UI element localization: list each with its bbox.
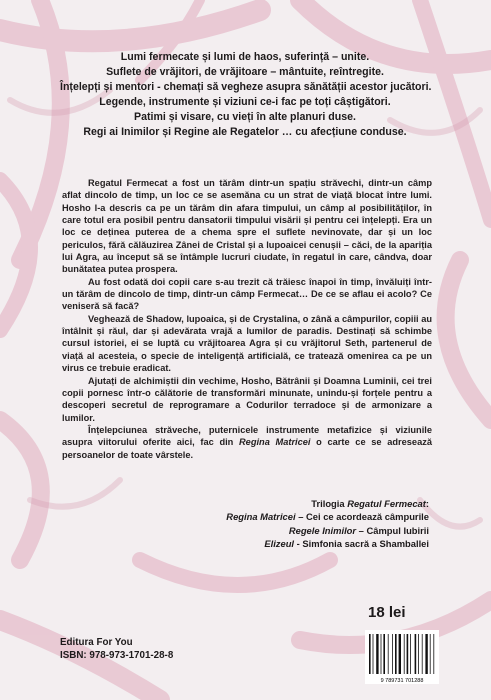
paragraph: Veghează de Shadow, lupoaica, și de Crystalina, o zână a câmpurilor, copiii au întâlnit și răul, dar și adevărata vrajă a lumilor de paradis. Destinați să schimbe cursul istoriei, ei se luptă cu vrăjitoarea Agra și cu vrăjitorul Seth, partenerul de viață al acesteia, o specie de inteligență artificială, ce tratează omenirea ca pe un virus ce trebuie eradicat.	[62, 313, 432, 374]
barcode-digits: 9 789731 701288	[380, 678, 424, 684]
book-title: Regina Matricei	[239, 437, 311, 448]
barcode-bar	[407, 634, 409, 674]
paragraph: Regatul Fermecat a fost un tărâm dintr-un spațiu străvechi, dintr-un câmp aflat dincolo de timp, un loc ce se asemăna cu un strat de viață blocat între lumi. Hosho l-a descris ca pe un tărâm din afara timpului, un câmp al posibilităților, în care totul era posibil pentru dansatorii timpului visării și pentru cei înțelepți. Era un loc ce deținea puterea de a chema spre el suflete nevinovate, dar și un loc periculos, fără călăuzirea Zânei de Cristal și a lupoaicei cenușii – căci, de la apariția lui Agra, au început să se întâmple lucruri ciudate, în regatul în care, cândva, doar bunătatea putea prospera.	[62, 178, 432, 275]
trilogy-book	[129, 510, 429, 523]
trilogy-label: Trilogia	[311, 498, 348, 509]
barcode-bar	[388, 634, 389, 674]
barcode-bar	[422, 634, 423, 674]
book-subtitle: – Cei ce acordează câmpurile	[295, 511, 429, 523]
barcode-bar	[433, 634, 434, 674]
poem-line: Legende, instrumente și viziuni ce-i fac pe toți câștigători.	[99, 96, 391, 109]
book-subtitle: – Câmpul Iubirii	[356, 524, 429, 536]
series-title: Regatul Fermecat	[347, 498, 426, 509]
trilogy-colon: :	[425, 498, 429, 509]
poem-line: Lumi fermecate și lumi de haos, suferință – unite.	[120, 51, 370, 63]
poem-line: Înțelepți și mentori - chemați să vegheze asupra sănătății acestor jucători.	[60, 81, 432, 94]
barcode-bar	[415, 634, 417, 674]
price: 18 lei	[368, 604, 406, 621]
description	[62, 177, 432, 461]
barcode-bar	[383, 634, 385, 674]
barcode-bar	[369, 634, 371, 674]
book-title: Regina Matricei	[226, 511, 296, 523]
publisher-info	[60, 637, 173, 662]
paragraph: Ajutați de alchimiștii din vechime, Hosho, Bătrânii și Doamna Luminii, cei trei copii pornesc într-o călătorie de transformări minunate, unindu-și forțele pentru a descoperi secretul de reprogramare a Codurilor terradoce și de armonizare a lumilor.	[62, 375, 432, 423]
barcode-bar	[430, 634, 431, 674]
barcode-bar	[410, 634, 411, 674]
trilogy-heading	[129, 497, 429, 510]
paragraph: Au fost odată doi copii care s-au trezit că trăiesc înapoi în timp, învăluiți într-un tărâm de dincolo de timp, dintr-un câmp Fermecat… De ce se aflau ei acolo? Ce veniseră să facă?	[62, 276, 432, 312]
intro-poem	[60, 50, 430, 141]
barcode-bar	[399, 634, 401, 674]
isbn: ISBN: 978-973-1701-28-8	[60, 649, 174, 661]
poem-line: Regi ai Inimilor și Regine ale Regatelor … cu afecțiune conduse.	[83, 126, 407, 139]
trilogy-book	[129, 537, 429, 550]
book-title: Elizeul	[264, 538, 295, 550]
barcode-bar	[392, 634, 393, 674]
barcode-icon	[365, 630, 439, 684]
paragraph	[62, 424, 432, 461]
trilogy-book	[129, 524, 429, 537]
paragraph-text: o carte ce se adresează persoanelor de toate vârstele.	[62, 437, 432, 460]
paragraph-text: Înțelepciunea străveche, puternicele instrumente metafizice și viziunile asupra viitorului oferite aici, fac din	[62, 424, 432, 448]
book-title: Regele Inimilor	[288, 524, 357, 536]
barcode-bar	[418, 634, 419, 674]
poem-line: Patimi și visare, cu vieți în alte planuri duse.	[134, 111, 356, 124]
barcode-bar	[425, 634, 427, 674]
barcode-bar	[395, 634, 397, 674]
barcode-bar	[376, 634, 378, 674]
barcode-bar	[404, 634, 405, 674]
barcode-bar	[381, 634, 382, 674]
poem-line: Suflete de vrăjitori, de vrăjitoare – mântuite, reîntregite.	[106, 66, 384, 79]
publisher-name: Editura For You	[60, 637, 133, 648]
book-subtitle: - Simfonia sacră a Shamballei	[294, 538, 429, 550]
barcode	[365, 630, 439, 684]
barcode-bar	[373, 634, 374, 674]
trilogy-list	[129, 497, 429, 551]
